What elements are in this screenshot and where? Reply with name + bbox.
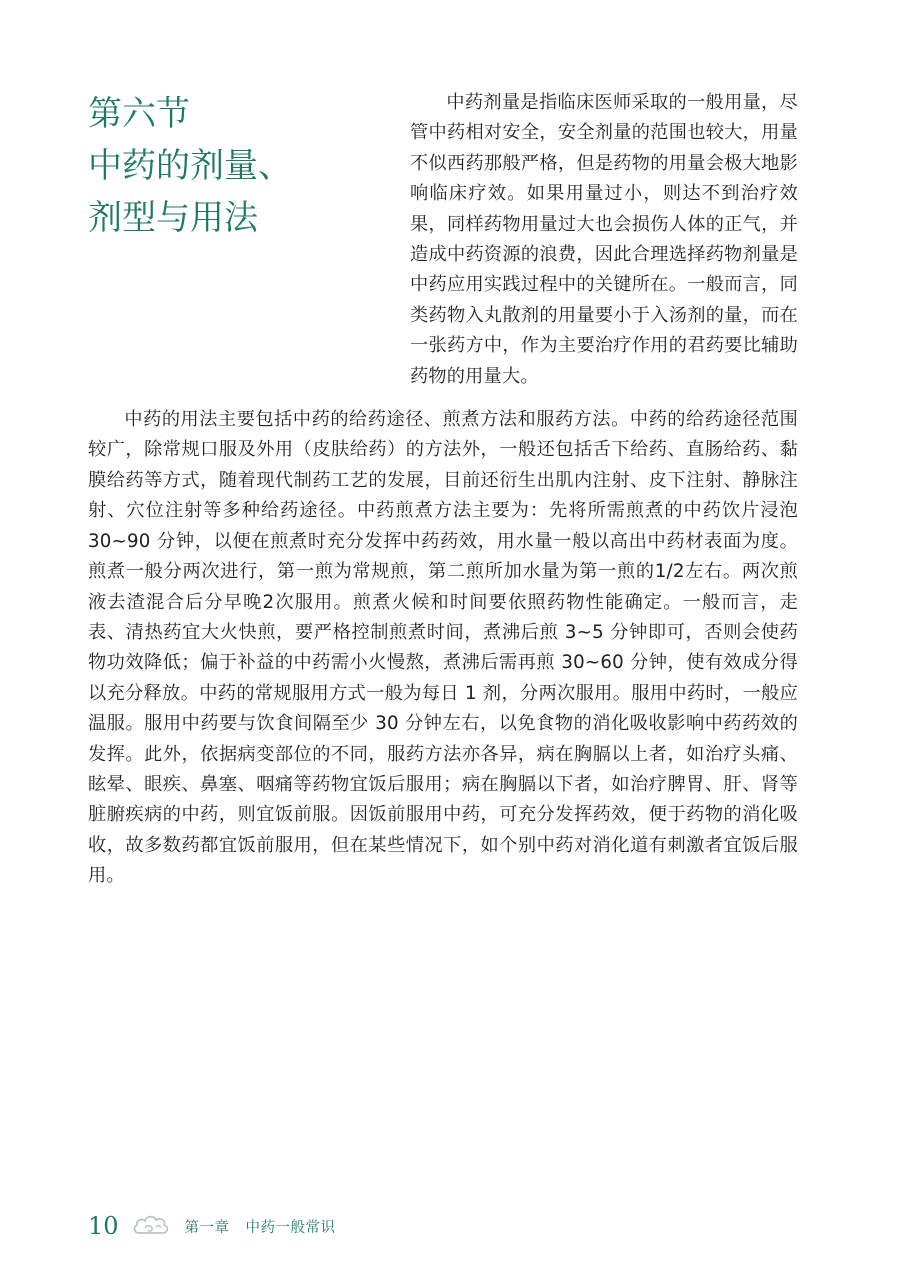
page-number: 10	[88, 1212, 119, 1240]
paragraph-usage: 中药的用法主要包括中药的给药途径、煎煮方法和服药方法。中药的给药途径范围较广，除常规口服及外用（皮肤给药）的方法外，一般还包括舌下给药、直肠给药、黏膜给药等方式，随着现代制药工艺的发展，目前还衍生出肌内注射、皮下注射、静脉注射、穴位注射等多种给药途径。中药煎煮方法主要为：先将所需煎煮的中药饮片浸泡 30~90 分钟，以便在煎煮时充分发挥中药药效，用水量一般以高出中药材表面为度。煎煮一般分两次进行，第一煎为常规煎，第二煎所加水量为第一煎的1/2左右。两次煎液去渣混合后分早晚2次服用。煎煮火候和时间要依照药物性能确定。一般而言，走表、清热药宜大火快煎，要严格控制煎煮时间，煮沸后煎 3~5 分钟即可，否则会使药物功效降低；偏于补益的中药需小火慢熬，煮沸后需再煎 30~60 分钟，使有效成分得以充分释放。中药的常规服用方式一般为每日 1 剂，分两次服用。服用中药时，一般应温服。服用中药要与饮食间隔至少 30 分钟左右，以免食物的消化吸收影响中药药效的发挥。此外，依据病变部位的不同，服药方法亦各异，病在胸膈以上者，如治疗头痛、眩晕、眼疾、鼻塞、咽痛等药物宜饭后服用；病在胸膈以下者，如治疗脾胃、肝、肾等脏腑疾病的中药，则宜饭前服。因饭前服用中药，可充分发挥药效，便于药物的消化吸收，故多数药都宜饭前服用，但在某些情况下，如个别中药对消化道有刺激者宜饭后服用。	[88, 409, 798, 887]
chapter-label	[185, 1216, 336, 1237]
chapter-title: 中药一般常识	[245, 1219, 336, 1236]
body-text	[88, 88, 798, 892]
cloud-ornament-icon	[131, 1211, 171, 1241]
paragraph-dosage: 中药剂量是指临床医师采取的一般用量，尽管中药相对安全，安全剂量的范围也较大，用量不似西药那般严格，但是药物的用量会极大地影响临床疗效。如果用量过小，则达不到治疗效果，同样药物用量过大也会损伤人体的正气，并造成中药资源的浪费，因此合理选择药物剂量是中药应用实践过程中的关键所在。一般而言，同类药物入丸散剂的用量要小于入汤剂的量，而在一张药方中，作为主要治疗作用的君药要比辅助药物的用量大。	[410, 92, 798, 387]
section-title-line-1: 中药的剂量、	[88, 146, 292, 186]
section-number: 第六节	[88, 94, 190, 134]
section-title-line-2: 剂型与用法	[88, 198, 258, 238]
chapter-number: 第一章	[184, 1219, 230, 1236]
heading-spacer	[88, 88, 410, 392]
page-footer	[88, 1208, 336, 1244]
